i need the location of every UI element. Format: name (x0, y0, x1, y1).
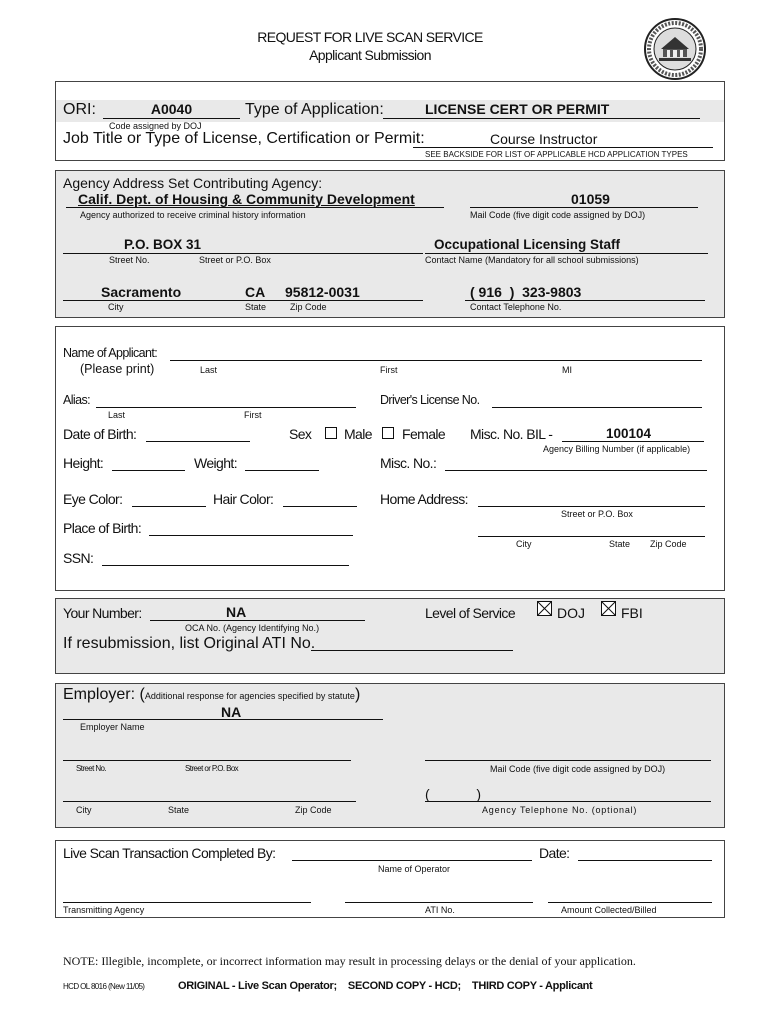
mi-sub: MI (562, 365, 572, 375)
fbi-checkbox[interactable] (601, 601, 616, 616)
dl-label: Driver's License No. (380, 393, 480, 407)
agency-phone-field[interactable] (465, 300, 705, 301)
mail-code-field[interactable] (470, 207, 698, 208)
oca-sub: OCA No. (Agency Identifying No.) (185, 623, 320, 633)
ori-field[interactable] (103, 118, 240, 119)
copies-distribution: ORIGINAL - Live Scan Operator; SECOND COPY - HCD; THIRD COPY - Applicant (178, 980, 593, 992)
agency-city: Sacramento (101, 284, 182, 300)
job-label: Job Title or Type of License, Certification or Permit: (63, 130, 425, 147)
state-sub: State (245, 302, 267, 312)
employer-mail-code-field[interactable] (425, 760, 711, 761)
street-po-sub: Street or P.O. Box (199, 255, 271, 265)
form-subtitle: Applicant Submission (309, 47, 431, 63)
alias-label: Alias: (63, 393, 90, 407)
eye-color-label: Eye Color: (63, 491, 123, 507)
employer-zip-sub: Zip Code (295, 805, 332, 815)
your-number-field[interactable] (150, 620, 365, 621)
ori-value: A0040 (150, 101, 193, 117)
home-city-field[interactable] (478, 536, 705, 537)
height-label: Height: (63, 455, 104, 471)
dob-label: Date of Birth: (63, 426, 137, 442)
transmitting-agency-field[interactable] (63, 902, 311, 903)
level-of-service-label: Level of Service (425, 605, 516, 621)
employer-heading: Employer: (Additional response for agencies specified by statute) (63, 686, 361, 703)
operator-sub: Name of Operator (378, 864, 451, 874)
doj-checkbox[interactable] (537, 601, 552, 616)
amount-field[interactable] (548, 902, 712, 903)
street-no-sub: Street No. (109, 255, 150, 265)
misc-no-field[interactable] (445, 470, 707, 471)
female-label: Female (402, 426, 446, 442)
home-zip-sub: Zip Code (650, 539, 687, 549)
employer-street-field[interactable] (63, 760, 351, 761)
agency-name: Calif. Dept. of Housing & Community Development (78, 191, 415, 207)
employer-state-sub: State (168, 805, 190, 815)
male-checkbox[interactable] (325, 427, 337, 439)
contact-name: Occupational Licensing Staff (434, 237, 621, 252)
employer-note: Additional response for agencies specified by statute (144, 691, 355, 701)
street-or-po-sub: Street or P.O. Box (561, 509, 633, 519)
zip-sub: Zip Code (290, 302, 327, 312)
contact-name-sub: Contact Name (Mandatory for all school submissions) (425, 255, 639, 265)
fbi-label: FBI (621, 605, 643, 621)
employer-street-po-sub: Street or P.O. Box (185, 764, 239, 773)
form-title: REQUEST FOR LIVE SCAN SERVICE (257, 29, 483, 45)
agency-name-sub: Agency authorized to receive criminal history information (80, 210, 306, 220)
employer-name-sub: Employer Name (80, 722, 145, 732)
date-label: Date: (539, 845, 570, 861)
ori-label: ORI: (63, 101, 96, 118)
agency-name-field[interactable] (66, 207, 444, 208)
weight-label: Weight: (194, 455, 238, 471)
ati-field[interactable] (345, 902, 533, 903)
home-state-sub: State (609, 539, 631, 549)
home-city-sub: City (516, 539, 532, 549)
form-id: HCD OL 8016 (New 11/05) (63, 982, 145, 991)
type-value: LICENSE CERT OR PERMIT (425, 101, 610, 117)
agency-street-field[interactable] (63, 253, 423, 254)
resubmission-label: If resubmission, list Original ATI No. (63, 635, 316, 652)
agency-street: P.O. BOX 31 (124, 237, 202, 252)
misc-bil-label: Misc. No. BIL - (470, 426, 553, 442)
employer-name-value: NA (221, 704, 242, 720)
job-sub: SEE BACKSIDE FOR LIST OF APPLICABLE HCD APPLICATION TYPES (425, 150, 688, 159)
eye-color-field[interactable] (132, 506, 206, 507)
alias-field[interactable] (96, 407, 356, 408)
agency-state: CA (245, 284, 266, 300)
agency-city-field[interactable] (63, 300, 423, 301)
last-sub: Last (200, 365, 218, 375)
live-scan-label: Live Scan Transaction Completed By: (63, 845, 276, 861)
ori-sub: Code assigned by DOJ (109, 121, 202, 131)
employer-city-field[interactable] (63, 801, 356, 802)
misc-bil-value: 100104 (606, 426, 652, 441)
agency-heading: Agency Address Set Contributing Agency: (63, 175, 323, 191)
weight-field[interactable] (245, 470, 319, 471)
city-sub: City (108, 302, 124, 312)
hair-color-label: Hair Color: (213, 491, 274, 507)
resubmission-field[interactable] (311, 650, 513, 651)
contact-name-field[interactable] (425, 253, 708, 254)
mail-code-sub: Mail Code (five digit code assigned by DOJ) (470, 210, 646, 220)
home-address-field[interactable] (478, 506, 705, 507)
employer-city-sub: City (76, 805, 92, 815)
your-number-value: NA (226, 604, 247, 620)
job-field[interactable] (413, 147, 713, 148)
male-label: Male (344, 426, 372, 442)
alias-first-sub: First (244, 410, 262, 420)
applicant-name-field[interactable] (170, 360, 702, 361)
misc-bil-sub: Agency Billing Number (if applicable) (543, 444, 691, 454)
ati-sub: ATI No. (425, 905, 455, 915)
dl-field[interactable] (492, 407, 702, 408)
amount-sub: Amount Collected/Billed (561, 905, 657, 915)
employer-phone-sub: Agency Telephone No. (optional) (482, 805, 638, 815)
department-seal (643, 17, 707, 81)
agency-phone: ( 916 ) 323-9803 (470, 284, 582, 300)
please-print: (Please print) (80, 362, 155, 376)
employer-phone-paren: ( ) (425, 786, 481, 802)
doj-label: DOJ (557, 605, 585, 621)
hair-color-field[interactable] (283, 506, 357, 507)
pob-label: Place of Birth: (63, 520, 142, 536)
applicant-name-label: Name of Applicant: (63, 346, 158, 360)
type-field[interactable] (383, 118, 700, 119)
misc-bil-field[interactable] (562, 441, 704, 442)
phone-sub: Contact Telephone No. (470, 302, 562, 312)
dob-field[interactable] (146, 441, 250, 442)
agency-zip: 95812-0031 (285, 284, 360, 300)
transmitting-agency-sub: Transmitting Agency (63, 905, 145, 915)
date-field[interactable] (578, 860, 712, 861)
female-checkbox[interactable] (382, 427, 394, 439)
employer-mail-code-sub: Mail Code (five digit code assigned by DOJ) (490, 764, 666, 774)
job-value: Course Instructor (490, 131, 598, 147)
employer-street-no-sub: Street No. (76, 764, 107, 773)
ssn-label: SSN: (63, 550, 94, 566)
employer-label: Employer: (63, 686, 136, 703)
operator-field[interactable] (292, 860, 532, 861)
misc-no-label: Misc. No.: (380, 455, 437, 471)
type-label: Type of Application: (245, 101, 384, 118)
footer-note: NOTE: Illegible, incomplete, or incorrect information may result in processing delays or the denial of your application. (63, 954, 636, 968)
your-number-label: Your Number: (63, 605, 142, 621)
alias-last-sub: Last (108, 410, 126, 420)
sex-label: Sex (289, 426, 312, 442)
pob-field[interactable] (149, 535, 353, 536)
height-field[interactable] (112, 470, 185, 471)
first-sub: First (380, 365, 398, 375)
home-address-label: Home Address: (380, 491, 468, 507)
ssn-field[interactable] (102, 565, 349, 566)
mail-code-value: 01059 (571, 191, 610, 207)
